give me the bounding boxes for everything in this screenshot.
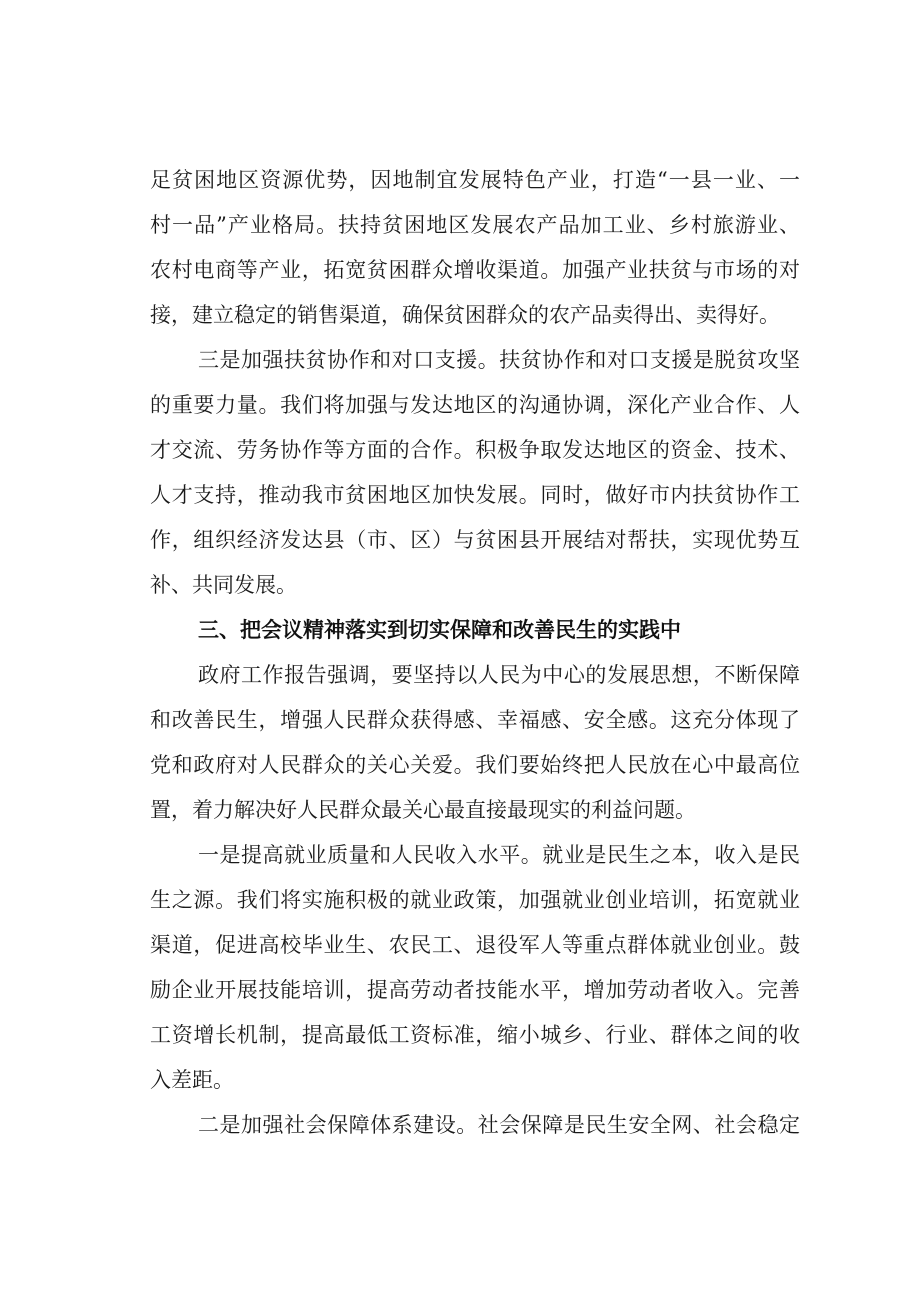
text-line: 党和政府对人民群众的关心关爱。我们要始终把人民放在心中最高位 — [150, 753, 800, 777]
text-line: 工资增长机制，提高最低工资标准，缩小城乡、行业、群体之间的收 — [150, 1023, 800, 1047]
text-line: 和改善民生，增强人民群众获得感、幸福感、安全感。这充分体现了 — [150, 708, 800, 732]
text-line: 一是提高就业质量和人民收入水平。就业是民生之本，收入是民 — [198, 843, 800, 867]
text-line: 才交流、劳务协作等方面的合作。积极争取发达地区的资金、技术、 — [150, 438, 800, 462]
text-line: 村一品”产业格局。扶持贫困地区发展农产品加工业、乡村旅游业、 — [150, 213, 800, 237]
text-line: 农村电商等产业，拓宽贫困群众增收渠道。加强产业扶贫与市场的对 — [150, 258, 800, 282]
text-line: 接，建立稳定的销售渠道，确保贫困群众的农产品卖得出、卖得好。 — [150, 303, 780, 327]
text-line: 政府工作报告强调，要坚持以人民为中心的发展思想，不断保障 — [198, 663, 800, 687]
text-line: 作，组织经济发达县（市、区）与贫困县开展结对帮扶，实现优势互 — [150, 528, 800, 552]
text-line: 二是加强社会保障体系建设。社会保障是民生安全网、社会稳定 — [198, 1113, 800, 1137]
text-line: 补、共同发展。 — [150, 573, 297, 597]
text-line: 励企业开展技能培训，提高劳动者技能水平，增加劳动者收入。完善 — [150, 978, 800, 1002]
section-heading: 三、把会议精神落实到切实保障和改善民生的实践中 — [198, 618, 681, 642]
text-line: 三是加强扶贫协作和对口支援。扶贫协作和对口支援是脱贫攻坚 — [198, 348, 800, 372]
text-line: 入差距。 — [150, 1068, 234, 1092]
text-line: 人才支持，推动我市贫困地区加快发展。同时，做好市内扶贫协作工 — [150, 483, 800, 507]
text-line: 的重要力量。我们将加强与发达地区的沟通协调，深化产业合作、人 — [150, 393, 800, 417]
text-line: 渠道，促进高校毕业生、农民工、退役军人等重点群体就业创业。鼓 — [150, 933, 800, 957]
text-line: 生之源。我们将实施积极的就业政策，加强就业创业培训，拓宽就业 — [150, 888, 800, 912]
text-line: 足贫困地区资源优势，因地制宜发展特色产业，打造“一县一业、一 — [150, 168, 800, 192]
text-line: 置，着力解决好人民群众最关心最直接最现实的利益问题。 — [150, 798, 696, 822]
